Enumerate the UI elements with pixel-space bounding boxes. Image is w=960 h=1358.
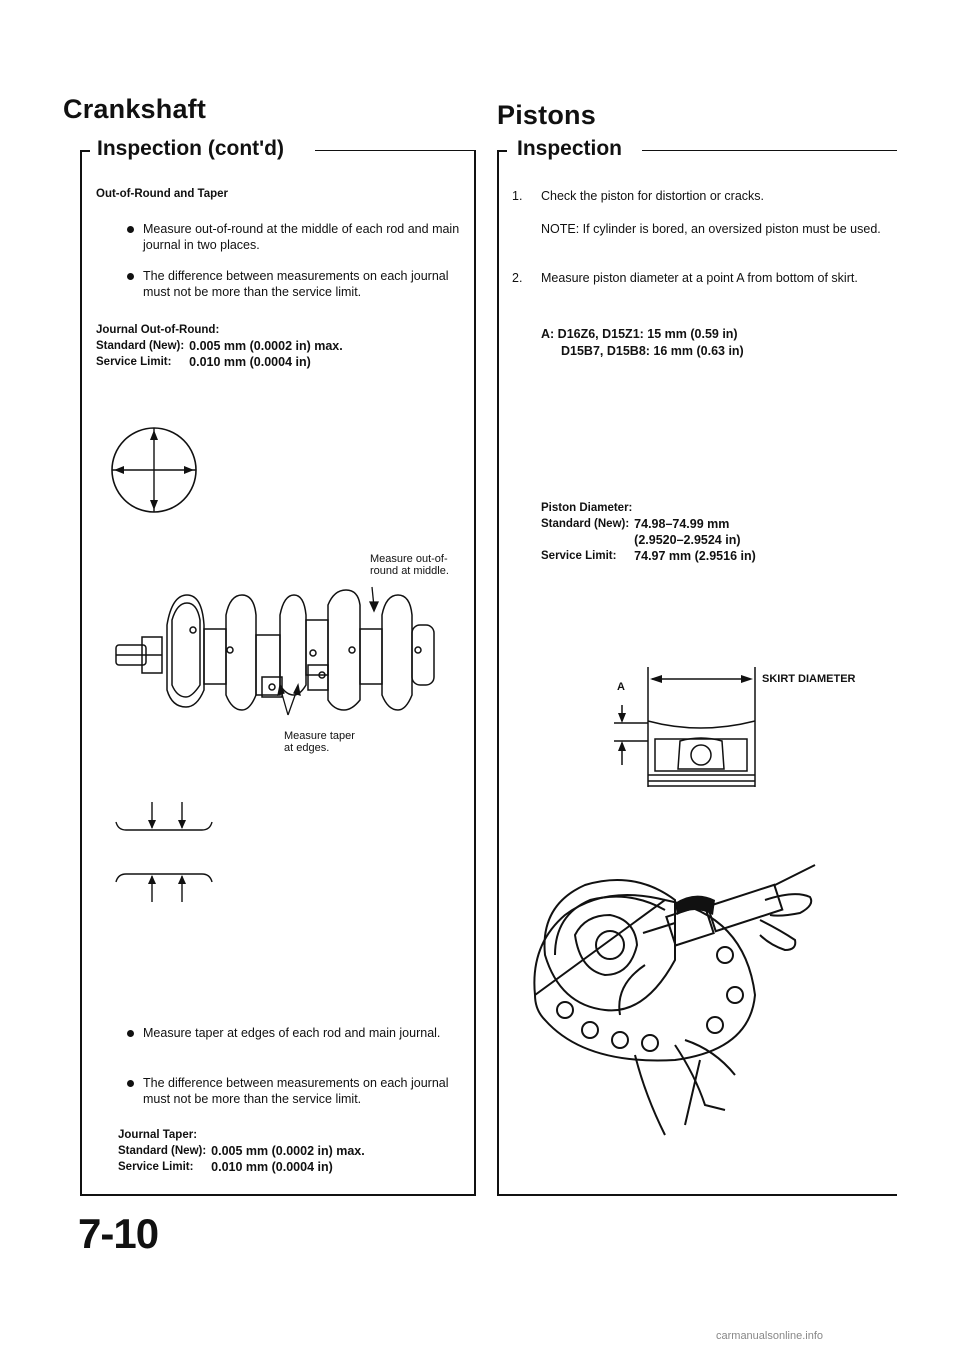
spec-table — [96, 338, 343, 370]
step-text: Check the piston for distortion or cracks. — [541, 189, 765, 203]
bullet-item — [143, 268, 461, 300]
left-frame-top-tick — [80, 150, 90, 152]
footer-watermark: carmanualsonline.info — [716, 1330, 824, 1342]
oor-heading: Out-of-Round and Taper — [96, 188, 229, 200]
bullet-text: The difference between measurements on each journal must not be more than the service limit. — [143, 1076, 449, 1106]
spec-heading: Journal Out-of-Round: — [96, 324, 220, 336]
left-frame-right-rule — [474, 150, 476, 1196]
bullet-item — [143, 1075, 461, 1107]
left-frame-bottom-rule — [80, 1194, 475, 1196]
spec-std-value: 0.005 mm (0.0002 in) max. — [211, 1144, 365, 1158]
right-frame-top-tick — [497, 150, 507, 152]
spec-table — [118, 1143, 365, 1175]
dimension-a-line-1: A: D16Z6, D15Z1: 15 mm (0.59 in) — [541, 327, 738, 341]
spec-std-value: 74.98–74.99 mm — [634, 517, 730, 531]
label-a: A — [617, 681, 625, 693]
left-frame-top-right-rule — [315, 150, 475, 151]
spec-std-label: Standard (New): — [118, 1145, 207, 1157]
label-skirt-diameter: SKIRT DIAMETER — [762, 673, 856, 685]
spec-limit-value: 0.010 mm (0.0004 in) — [211, 1160, 333, 1174]
spec-std-value-inches: (2.9520–2.9524 in) — [634, 533, 741, 547]
spec-limit-label: Service Limit: — [541, 550, 617, 562]
spec-limit-label: Service Limit: — [96, 356, 172, 368]
callout-edges: Measure taper at edges. — [284, 730, 355, 754]
step-number: 2. — [512, 271, 523, 285]
spec-heading: Journal Taper: — [118, 1129, 198, 1141]
bullet-dot-icon — [127, 1030, 134, 1037]
page-number: 7-10 — [78, 1210, 159, 1257]
taper-edge-diagram-bottom — [110, 868, 220, 906]
piston-skirt-diagram — [600, 665, 770, 800]
section-subtitle-inspection-contd: Inspection (cont'd) — [97, 137, 284, 160]
bullet-dot-icon — [127, 273, 134, 280]
spec-table — [541, 516, 756, 564]
spec-block-out-of-round — [96, 322, 343, 370]
spec-block-piston-diameter — [541, 500, 756, 564]
bullet-dot-icon — [127, 1080, 134, 1087]
callout-middle: Measure out-of-round at middle. — [370, 553, 449, 577]
note-text: NOTE: If cylinder is bored, an oversized piston must be used. — [541, 222, 881, 236]
right-frame-top-right-rule — [642, 150, 897, 151]
taper-edge-diagram-top — [110, 800, 220, 835]
spec-heading: Piston Diameter: — [541, 502, 633, 514]
out-of-round-circle-diagram — [108, 424, 200, 516]
bullet-text: The difference between measurements on each journal must not be more than the service limit. — [143, 269, 449, 299]
spec-block-taper — [118, 1127, 365, 1175]
spec-std-label: Standard (New): — [96, 340, 185, 352]
right-frame-bottom-rule — [497, 1194, 897, 1196]
step-text: Measure piston diameter at a point A from bottom of skirt. — [541, 271, 858, 285]
spec-std-value: 0.005 mm (0.0002 in) max. — [189, 339, 343, 353]
left-frame-left-rule — [80, 150, 82, 1195]
step-number: 1. — [512, 189, 523, 203]
spec-limit-label: Service Limit: — [118, 1161, 194, 1173]
spec-std-label: Standard (New): — [541, 518, 630, 530]
section-title-crankshaft: Crankshaft — [63, 94, 207, 124]
bullet-text: Measure out-of-round at the middle of each rod and main journal in two places. — [143, 222, 460, 252]
bullet-text: Measure taper at edges of each rod and main journal. — [143, 1026, 441, 1040]
bullet-dot-icon — [127, 226, 134, 233]
section-subtitle-inspection: Inspection — [517, 137, 623, 160]
crankshaft-diagram — [112, 585, 442, 720]
dimension-a-line-2: D15B7, D15B8: 16 mm (0.63 in) — [561, 344, 744, 358]
spec-limit-value: 0.010 mm (0.0004 in) — [189, 355, 311, 369]
micrometer-piston-illustration — [525, 845, 835, 1145]
section-title-pistons: Pistons — [497, 100, 596, 130]
bullet-item — [143, 1025, 461, 1041]
right-frame-left-rule — [497, 150, 499, 1195]
spec-limit-value: 74.97 mm (2.9516 in) — [634, 549, 756, 563]
bullet-item — [143, 221, 461, 253]
